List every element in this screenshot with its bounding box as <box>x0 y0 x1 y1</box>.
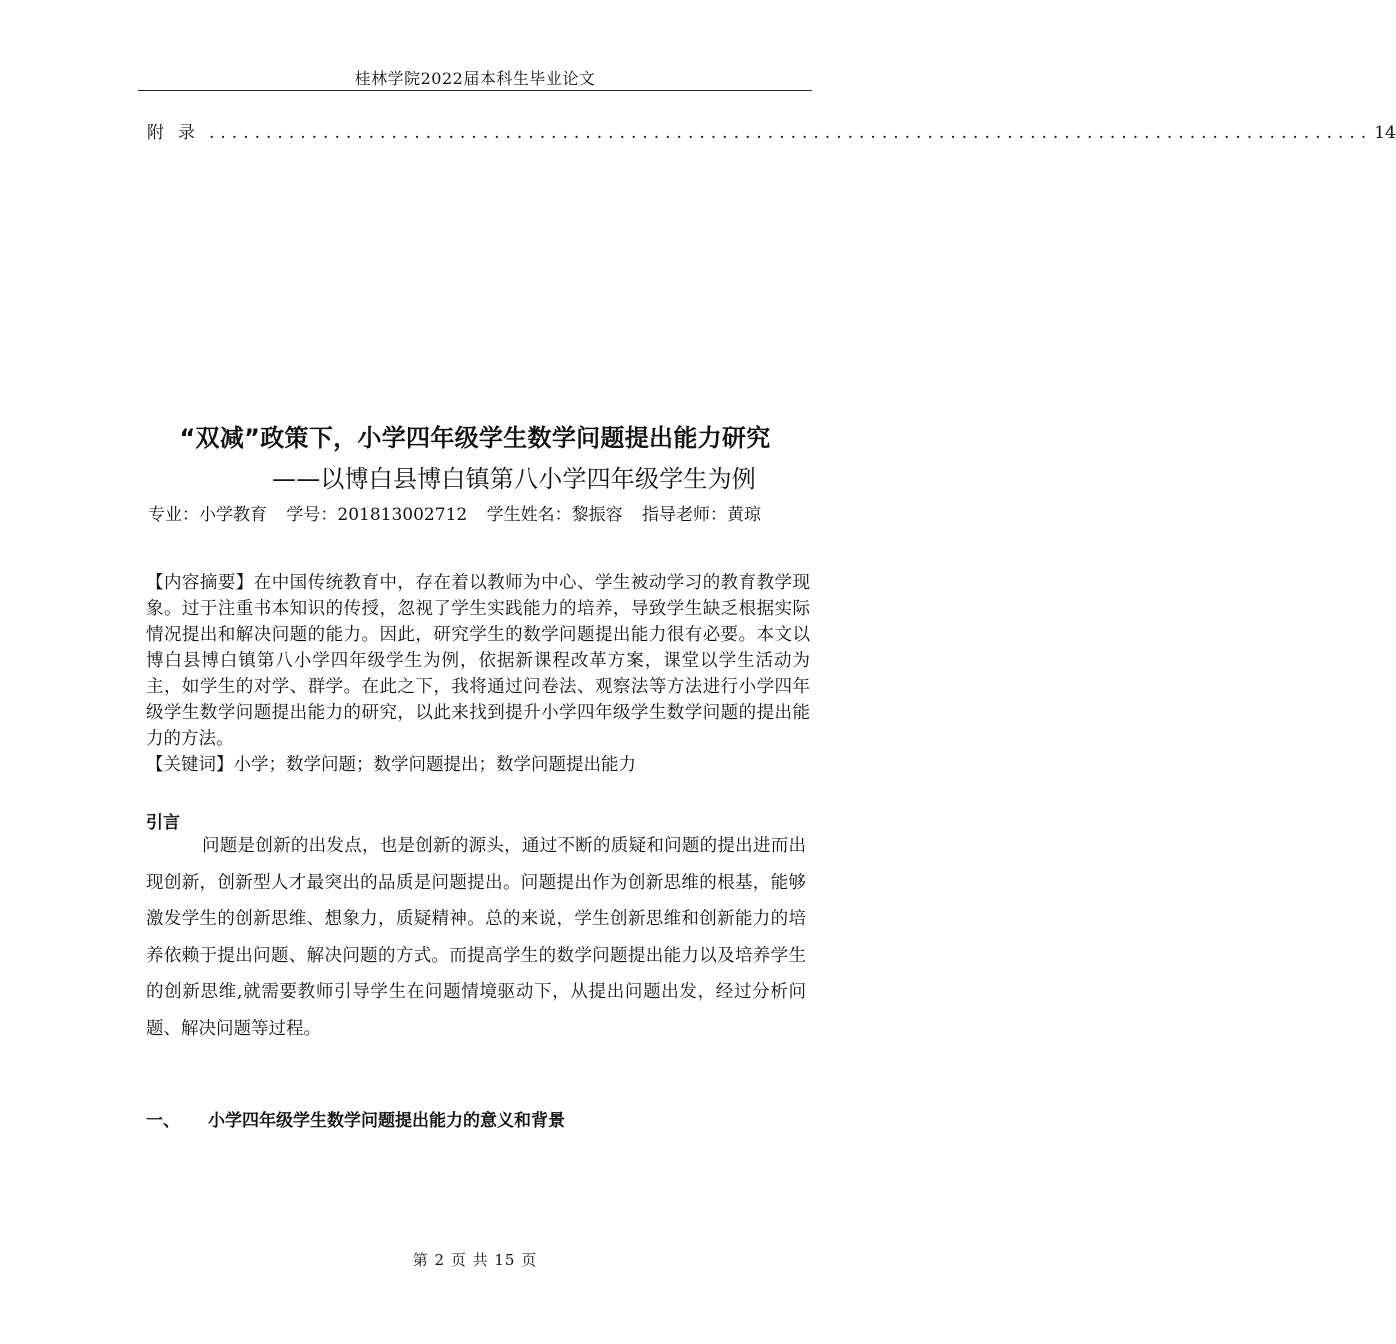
toc-entry-appendix[interactable] <box>147 118 1396 143</box>
intro-heading: 引言 <box>146 813 180 833</box>
keywords-paragraph <box>146 752 810 778</box>
toc-entry-page: 14 <box>1374 123 1396 143</box>
section-number: 一、 <box>146 1111 180 1131</box>
student-name: 学生姓名：黎振容 <box>486 505 623 525</box>
advisor: 指导老师：黄琼 <box>642 505 762 525</box>
section-title: 小学四年级学生数学问题提出能力的意义和背景 <box>208 1111 565 1131</box>
keywords-tag: 【关键词】 <box>146 755 234 775</box>
student-id: 学号：201813002712 <box>286 505 468 525</box>
abstract-block <box>146 570 810 778</box>
toc-leader-dots: ...................................................................................................... <box>209 123 1373 143</box>
intro-paragraph: 问题是创新的出发点，也是创新的源头，通过不断的质疑和问题的提出进而出现创新，创新型人才最突出的品质是问题提出。问题提出作为创新思维的根基，能够激发学生的创新思维、想象力，质疑精神。总的来说，学生创新思维和创新能力的培养依赖于提出问题、解决问题的方式。而提高学生的数学问题提出能力以及培养学生的创新思维,就需要教师引导学生在问题情境驱动下，从提出问题出发，经过分析问题、解决问题等过程。 <box>146 836 806 1039</box>
thesis-subtitle: ——以博白县博白镇第八小学四年级学生为例 <box>272 465 756 493</box>
header-rule <box>138 90 812 91</box>
thesis-title: “双减”政策下，小学四年级学生数学问题提出能力研究 <box>179 424 771 452</box>
abstract-paragraph <box>146 570 810 752</box>
abstract-text: 在中国传统教育中，存在着以教师为中心、学生被动学习的教育教学现象。过于注重书本知识的传授，忽视了学生实践能力的培养，导致学生缺乏根据实际情况提出和解决问题的能力。因此，研究学生的数学问题提出能力很有必要。本文以博白县博白镇第八小学四年级学生为例，依据新课程改革方案，课堂以学生活动为主，如学生的对学、群学。在此之下，我将通过问卷法、观察法等方法进行小学四年级学生数学问题提出能力的研究，以此来找到提升小学四年级学生数学问题的提出能力的方法。 <box>146 573 810 749</box>
major: 专业：小学教育 <box>148 505 267 525</box>
toc-entry-label: 附录 <box>147 123 209 143</box>
running-header: 桂林学院2022届本科生毕业论文 <box>354 69 596 88</box>
keywords-text: 小学；数学问题；数学问题提出；数学问题提出能力 <box>233 755 636 775</box>
page-footer: 第 2 页 共 15 页 <box>412 1251 538 1269</box>
abstract-tag: 【内容摘要】 <box>146 573 254 593</box>
author-info <box>148 500 828 525</box>
section-heading <box>146 1106 565 1131</box>
